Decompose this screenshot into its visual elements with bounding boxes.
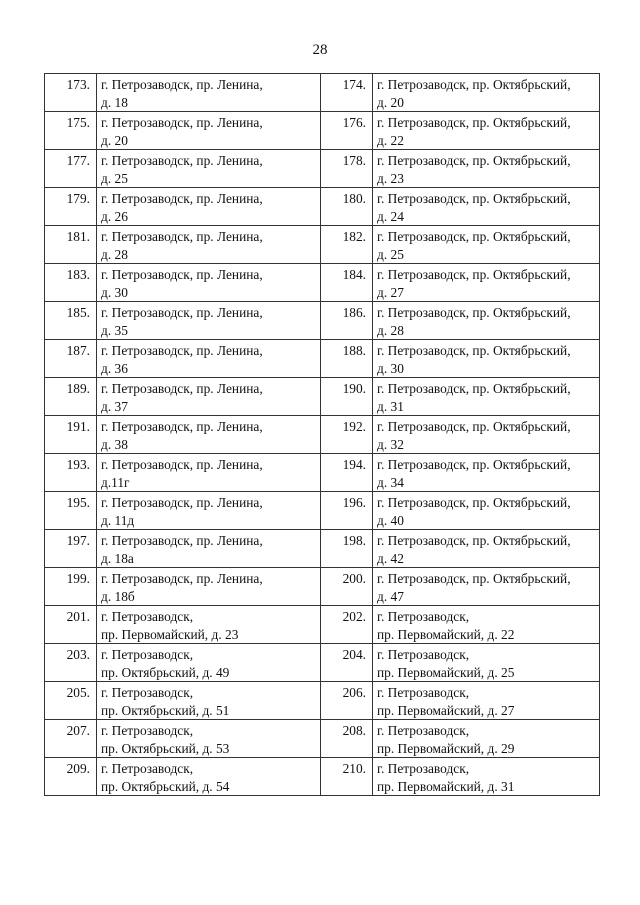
- address-cell: [97, 758, 321, 796]
- address-line: г. Петрозаводск,: [377, 647, 470, 662]
- table-row: [45, 378, 600, 416]
- address-line: пр. Октябрьский, д. 53: [101, 740, 230, 756]
- address-cell: [97, 226, 321, 264]
- address-line: д. 27: [377, 284, 404, 300]
- address-cell: [373, 150, 600, 188]
- address-cell: [373, 378, 600, 416]
- address-cell: [97, 606, 321, 644]
- table-row: [45, 302, 600, 340]
- address-cell: [97, 340, 321, 378]
- table-row: [45, 758, 600, 796]
- row-number: 204.: [321, 644, 373, 682]
- address-line: г. Петрозаводск, пр. Октябрьский,: [377, 305, 571, 320]
- table-row: [45, 568, 600, 606]
- address-cell: [373, 74, 600, 112]
- address-line: пр. Октябрьский, д. 49: [101, 664, 230, 680]
- address-cell: [97, 530, 321, 568]
- row-number: 174.: [321, 74, 373, 112]
- table-row: [45, 264, 600, 302]
- address-cell: [373, 758, 600, 796]
- address-cell: [373, 644, 600, 682]
- address-cell: [97, 150, 321, 188]
- row-number: 205.: [45, 682, 97, 720]
- row-number: 196.: [321, 492, 373, 530]
- address-cell: [373, 416, 600, 454]
- address-line: г. Петрозаводск, пр. Ленина,: [101, 77, 263, 92]
- address-cell: [373, 606, 600, 644]
- address-line: г. Петрозаводск,: [101, 647, 194, 662]
- address-cell: [97, 302, 321, 340]
- row-number: 200.: [321, 568, 373, 606]
- row-number: 187.: [45, 340, 97, 378]
- table-row: [45, 720, 600, 758]
- address-line: г. Петрозаводск, пр. Ленина,: [101, 115, 263, 130]
- address-line: г. Петрозаводск, пр. Октябрьский,: [377, 419, 571, 434]
- row-number: 175.: [45, 112, 97, 150]
- address-line: д. 25: [377, 246, 404, 262]
- table-row: [45, 74, 600, 112]
- page-number: 28: [312, 42, 328, 58]
- row-number: 201.: [45, 606, 97, 644]
- address-line: г. Петрозаводск, пр. Ленина,: [101, 343, 263, 358]
- address-line: г. Петрозаводск, пр. Октябрьский,: [377, 229, 571, 244]
- address-cell: [97, 454, 321, 492]
- address-line: д. 32: [377, 436, 404, 452]
- address-line: г. Петрозаводск, пр. Ленина,: [101, 305, 263, 320]
- row-number: 203.: [45, 644, 97, 682]
- row-number: 188.: [321, 340, 373, 378]
- row-number: 199.: [45, 568, 97, 606]
- row-number: 192.: [321, 416, 373, 454]
- table-row: [45, 226, 600, 264]
- address-line: пр. Октябрьский, д. 54: [101, 778, 230, 794]
- address-cell: [373, 682, 600, 720]
- address-line: пр. Первомайский, д. 25: [377, 664, 515, 680]
- address-line: д. 47: [377, 588, 404, 604]
- table-row: [45, 150, 600, 188]
- row-number: 179.: [45, 188, 97, 226]
- address-line: д.11г: [101, 474, 130, 490]
- address-cell: [97, 720, 321, 758]
- address-cell: [373, 454, 600, 492]
- row-number: 182.: [321, 226, 373, 264]
- address-line: д. 25: [101, 170, 128, 186]
- address-line: г. Петрозаводск, пр. Октябрьский,: [377, 381, 571, 396]
- address-cell: [373, 264, 600, 302]
- address-line: д. 28: [101, 246, 128, 262]
- address-line: д. 23: [377, 170, 404, 186]
- address-line: д. 38: [101, 436, 128, 452]
- address-line: г. Петрозаводск, пр. Ленина,: [101, 381, 263, 396]
- address-cell: [373, 568, 600, 606]
- row-number: 197.: [45, 530, 97, 568]
- address-line: д. 18а: [101, 550, 134, 566]
- row-number: 178.: [321, 150, 373, 188]
- address-cell: [97, 378, 321, 416]
- address-line: г. Петрозаводск, пр. Октябрьский,: [377, 533, 571, 548]
- address-cell: [97, 74, 321, 112]
- address-line: пр. Первомайский, д. 22: [377, 626, 515, 642]
- table-row: [45, 112, 600, 150]
- address-line: г. Петрозаводск, пр. Октябрьский,: [377, 457, 571, 472]
- address-line: пр. Октябрьский, д. 51: [101, 702, 230, 718]
- address-cell: [97, 416, 321, 454]
- row-number: 176.: [321, 112, 373, 150]
- row-number: 189.: [45, 378, 97, 416]
- address-line: д. 20: [101, 132, 128, 148]
- table-row: [45, 340, 600, 378]
- address-line: г. Петрозаводск, пр. Ленина,: [101, 191, 263, 206]
- address-cell: [97, 112, 321, 150]
- row-number: 202.: [321, 606, 373, 644]
- address-cell: [97, 568, 321, 606]
- address-line: г. Петрозаводск, пр. Ленина,: [101, 419, 263, 434]
- table-row: [45, 530, 600, 568]
- row-number: 206.: [321, 682, 373, 720]
- address-cell: [373, 720, 600, 758]
- address-line: пр. Первомайский, д. 31: [377, 778, 515, 794]
- address-line: д. 24: [377, 208, 404, 224]
- address-line: г. Петрозаводск, пр. Октябрьский,: [377, 115, 571, 130]
- row-number: 183.: [45, 264, 97, 302]
- address-line: г. Петрозаводск, пр. Октябрьский,: [377, 495, 571, 510]
- address-line: г. Петрозаводск,: [377, 609, 470, 624]
- table-row: [45, 682, 600, 720]
- address-line: г. Петрозаводск, пр. Октябрьский,: [377, 571, 571, 586]
- address-cell: [97, 492, 321, 530]
- address-line: г. Петрозаводск, пр. Октябрьский,: [377, 77, 571, 92]
- address-line: г. Петрозаводск, пр. Ленина,: [101, 457, 263, 472]
- address-line: г. Петрозаводск, пр. Октябрьский,: [377, 267, 571, 282]
- row-number: 190.: [321, 378, 373, 416]
- address-line: д. 20: [377, 94, 404, 110]
- address-line: д. 18: [101, 94, 128, 110]
- address-line: г. Петрозаводск, пр. Ленина,: [101, 533, 263, 548]
- address-table-body: [45, 74, 600, 796]
- address-cell: [97, 644, 321, 682]
- address-line: д. 42: [377, 550, 404, 566]
- address-line: д. 36: [101, 360, 128, 376]
- address-line: г. Петрозаводск, пр. Ленина,: [101, 571, 263, 586]
- address-line: пр. Первомайский, д. 23: [101, 626, 239, 642]
- address-cell: [373, 188, 600, 226]
- address-line: г. Петрозаводск,: [101, 723, 194, 738]
- row-number: 186.: [321, 302, 373, 340]
- address-line: д. 34: [377, 474, 404, 490]
- address-line: д. 28: [377, 322, 404, 338]
- table-row: [45, 454, 600, 492]
- row-number: 191.: [45, 416, 97, 454]
- address-cell: [97, 264, 321, 302]
- address-line: г. Петрозаводск, пр. Октябрьский,: [377, 343, 571, 358]
- address-line: д. 26: [101, 208, 128, 224]
- address-line: пр. Первомайский, д. 27: [377, 702, 515, 718]
- address-cell: [373, 226, 600, 264]
- address-line: д. 30: [101, 284, 128, 300]
- table-row: [45, 644, 600, 682]
- row-number: 209.: [45, 758, 97, 796]
- address-cell: [97, 682, 321, 720]
- row-number: 198.: [321, 530, 373, 568]
- row-number: 184.: [321, 264, 373, 302]
- address-cell: [373, 302, 600, 340]
- address-line: г. Петрозаводск,: [377, 761, 470, 776]
- row-number: 207.: [45, 720, 97, 758]
- address-cell: [97, 188, 321, 226]
- address-line: пр. Первомайский, д. 29: [377, 740, 515, 756]
- address-line: д. 37: [101, 398, 128, 414]
- row-number: 177.: [45, 150, 97, 188]
- address-line: г. Петрозаводск, пр. Ленина,: [101, 229, 263, 244]
- address-line: д. 31: [377, 398, 404, 414]
- address-cell: [373, 530, 600, 568]
- address-cell: [373, 492, 600, 530]
- row-number: 193.: [45, 454, 97, 492]
- address-line: г. Петрозаводск, пр. Ленина,: [101, 267, 263, 282]
- table-row: [45, 416, 600, 454]
- address-line: г. Петрозаводск,: [377, 723, 470, 738]
- address-line: г. Петрозаводск,: [101, 761, 194, 776]
- row-number: 173.: [45, 74, 97, 112]
- address-line: д. 22: [377, 132, 404, 148]
- row-number: 180.: [321, 188, 373, 226]
- row-number: 194.: [321, 454, 373, 492]
- address-table: [44, 73, 600, 796]
- row-number: 185.: [45, 302, 97, 340]
- address-line: г. Петрозаводск, пр. Октябрьский,: [377, 191, 571, 206]
- address-line: д. 11д: [101, 512, 135, 528]
- address-line: г. Петрозаводск,: [101, 685, 194, 700]
- table-row: [45, 606, 600, 644]
- table-row: [45, 492, 600, 530]
- table-row: [45, 188, 600, 226]
- row-number: 208.: [321, 720, 373, 758]
- address-line: г. Петрозаводск, пр. Ленина,: [101, 495, 263, 510]
- row-number: 195.: [45, 492, 97, 530]
- address-line: д. 40: [377, 512, 404, 528]
- row-number: 210.: [321, 758, 373, 796]
- address-cell: [373, 340, 600, 378]
- address-line: г. Петрозаводск,: [377, 685, 470, 700]
- address-line: д. 30: [377, 360, 404, 376]
- address-line: г. Петрозаводск, пр. Октябрьский,: [377, 153, 571, 168]
- address-cell: [373, 112, 600, 150]
- row-number: 181.: [45, 226, 97, 264]
- address-line: г. Петрозаводск,: [101, 609, 194, 624]
- address-line: д. 18б: [101, 588, 135, 604]
- address-line: г. Петрозаводск, пр. Ленина,: [101, 153, 263, 168]
- address-line: д. 35: [101, 322, 128, 338]
